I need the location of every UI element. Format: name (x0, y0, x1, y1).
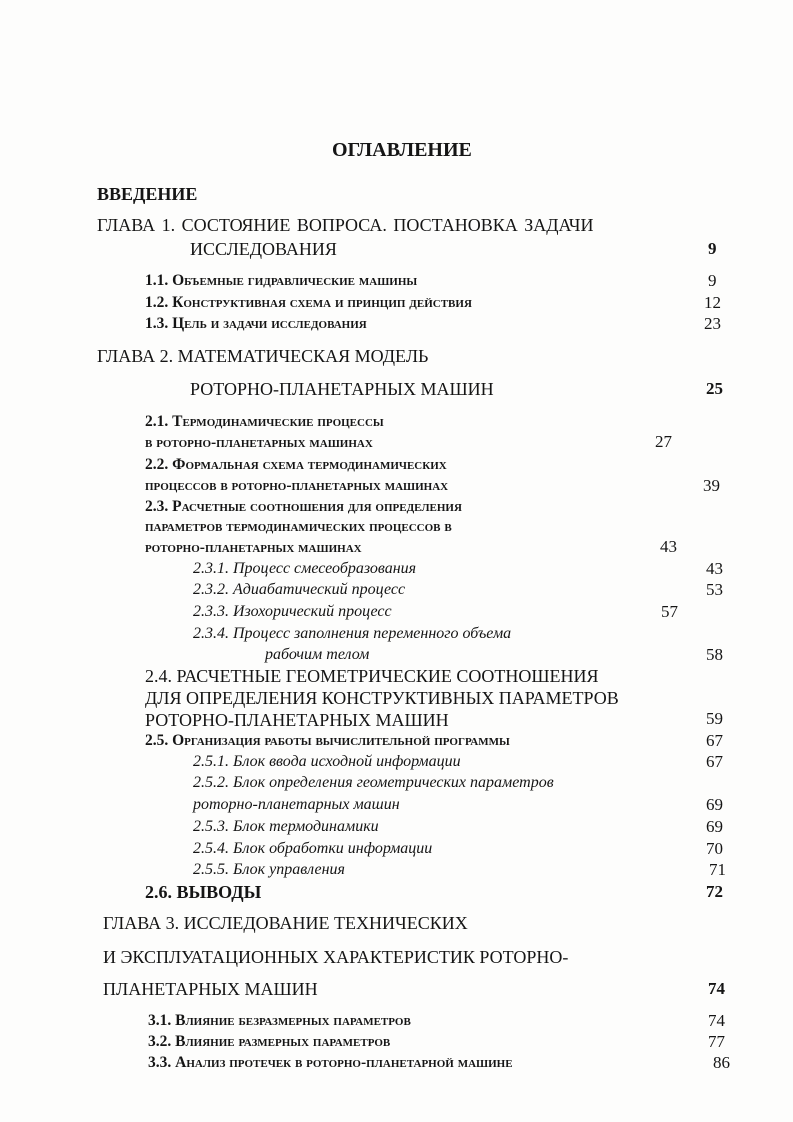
section-1-3-label: 1.3. Цель и задачи исследования (145, 315, 367, 332)
section-2-3-2-page: 53 (706, 580, 723, 599)
section-2-6-label: 2.6. ВЫВОДЫ (145, 882, 262, 902)
section-2-3-page: 43 (660, 537, 677, 556)
section-2-3-4-label-line1: 2.3.4. Процесс заполнения переменного объема (193, 625, 512, 642)
section-2-2-page: 39 (703, 476, 720, 495)
section-3-1-label: 3.1. Влияние безразмерных параметров (148, 1012, 411, 1029)
section-3-2-page: 77 (708, 1032, 725, 1051)
section-2-3-label-line1: 2.3. Расчетные соотношения для определения (145, 498, 462, 515)
section-2-5-3-page: 69 (706, 817, 723, 836)
section-2-5-1-page: 67 (706, 752, 723, 771)
chapter-3-page: 74 (708, 979, 725, 998)
section-3-3-page: 86 (713, 1053, 730, 1072)
chapter-3-title-line2: И ЭКСПЛУАТАЦИОННЫХ ХАРАКТЕРИСТИК РОТОРНО- (103, 947, 569, 967)
section-2-3-1-page: 43 (706, 559, 723, 578)
section-2-2-label-line2: процессов в роторно-планетарных машинах (145, 477, 449, 494)
section-2-5-2-page: 69 (706, 795, 723, 814)
page-title: ОГЛАВЛЕНИЕ (332, 139, 472, 161)
chapter-2-title-line1: ГЛАВА 2. МАТЕМАТИЧЕСКАЯ МОДЕЛЬ (97, 346, 429, 366)
chapter-3-title-line1: ГЛАВА 3. ИССЛЕДОВАНИЕ ТЕХНИЧЕСКИХ (103, 913, 468, 933)
section-2-1-page: 27 (655, 432, 672, 451)
section-2-5-4-label: 2.5.4. Блок обработки информации (193, 840, 433, 857)
section-2-5-5-page: 71 (709, 860, 726, 879)
section-2-5-page: 67 (706, 731, 723, 750)
chapter-2-title-line2: РОТОРНО-ПЛАНЕТАРНЫХ МАШИН (190, 379, 494, 399)
section-3-3-label: 3.3. Анализ протечек в роторно-планетарной машине (148, 1054, 513, 1071)
section-2-3-4-page: 58 (706, 645, 723, 664)
section-2-3-3-page: 57 (661, 602, 678, 621)
section-2-5-5-label: 2.5.5. Блок управления (193, 861, 345, 878)
section-2-5-label: 2.5. Организация работы вычислительной программы (145, 732, 510, 749)
chapter-1-title-line2: ИССЛЕДОВАНИЯ (190, 239, 337, 259)
chapter-1-title-line1: ГЛАВА 1. СОСТОЯНИЕ ВОПРОСА. ПОСТАНОВКА ЗАДАЧИ (97, 215, 594, 235)
section-2-1-label-line1: 2.1. Термодинамические процессы (145, 413, 384, 430)
chapter-2-page: 25 (706, 379, 723, 398)
section-2-3-label-line3: роторно-планетарных машинах (145, 539, 362, 556)
section-1-3-page: 23 (704, 314, 721, 333)
chapter-1-page: 9 (708, 239, 717, 258)
section-2-3-3-label: 2.3.3. Изохорический процесс (193, 603, 392, 620)
section-1-1-page: 9 (708, 271, 717, 290)
section-2-4-label-line3: РОТОРНО-ПЛАНЕТАРНЫХ МАШИН (145, 710, 449, 730)
section-2-2-label-line1: 2.2. Формальная схема термодинамических (145, 456, 447, 473)
section-2-3-4-label-line2: рабочим телом (265, 646, 370, 663)
section-2-4-label-line1: 2.4. РАСЧЕТНЫЕ ГЕОМЕТРИЧЕСКИЕ СООТНОШЕНИЯ (145, 666, 599, 686)
section-3-1-page: 74 (708, 1011, 725, 1030)
section-1-1-label: 1.1. Объемные гидравлические машины (145, 272, 418, 289)
section-1-2-label: 1.2. Конструктивная схема и принцип действия (145, 294, 472, 311)
section-2-3-2-label: 2.3.2. Адиабатический процесс (193, 581, 406, 598)
section-2-5-4-page: 70 (706, 839, 723, 858)
section-2-3-1-label: 2.3.1. Процесс смесеобразования (193, 560, 417, 577)
section-2-4-page: 59 (706, 709, 723, 728)
section-3-2-label: 3.2. Влияние размерных параметров (148, 1033, 391, 1050)
chapter-3-title-line3: ПЛАНЕТАРНЫХ МАШИН (103, 979, 318, 999)
section-2-5-3-label: 2.5.3. Блок термодинамики (193, 818, 379, 835)
section-2-3-label-line2: параметров термодинамических процессов в (145, 518, 452, 535)
section-2-5-2-label-line2: роторно-планетарных машин (193, 796, 400, 813)
section-2-1-label-line2: в роторно-планетарных машинах (145, 434, 373, 451)
section-2-6-page: 72 (706, 882, 723, 901)
section-2-5-2-label-line1: 2.5.2. Блок определения геометрических параметров (193, 774, 554, 791)
section-2-5-1-label: 2.5.1. Блок ввода исходной информации (193, 753, 461, 770)
section-1-2-page: 12 (704, 293, 721, 312)
section-2-4-label-line2: ДЛЯ ОПРЕДЕЛЕНИЯ КОНСТРУКТИВНЫХ ПАРАМЕТРОВ (145, 688, 619, 708)
intro-entry: ВВЕДЕНИЕ (97, 184, 198, 204)
